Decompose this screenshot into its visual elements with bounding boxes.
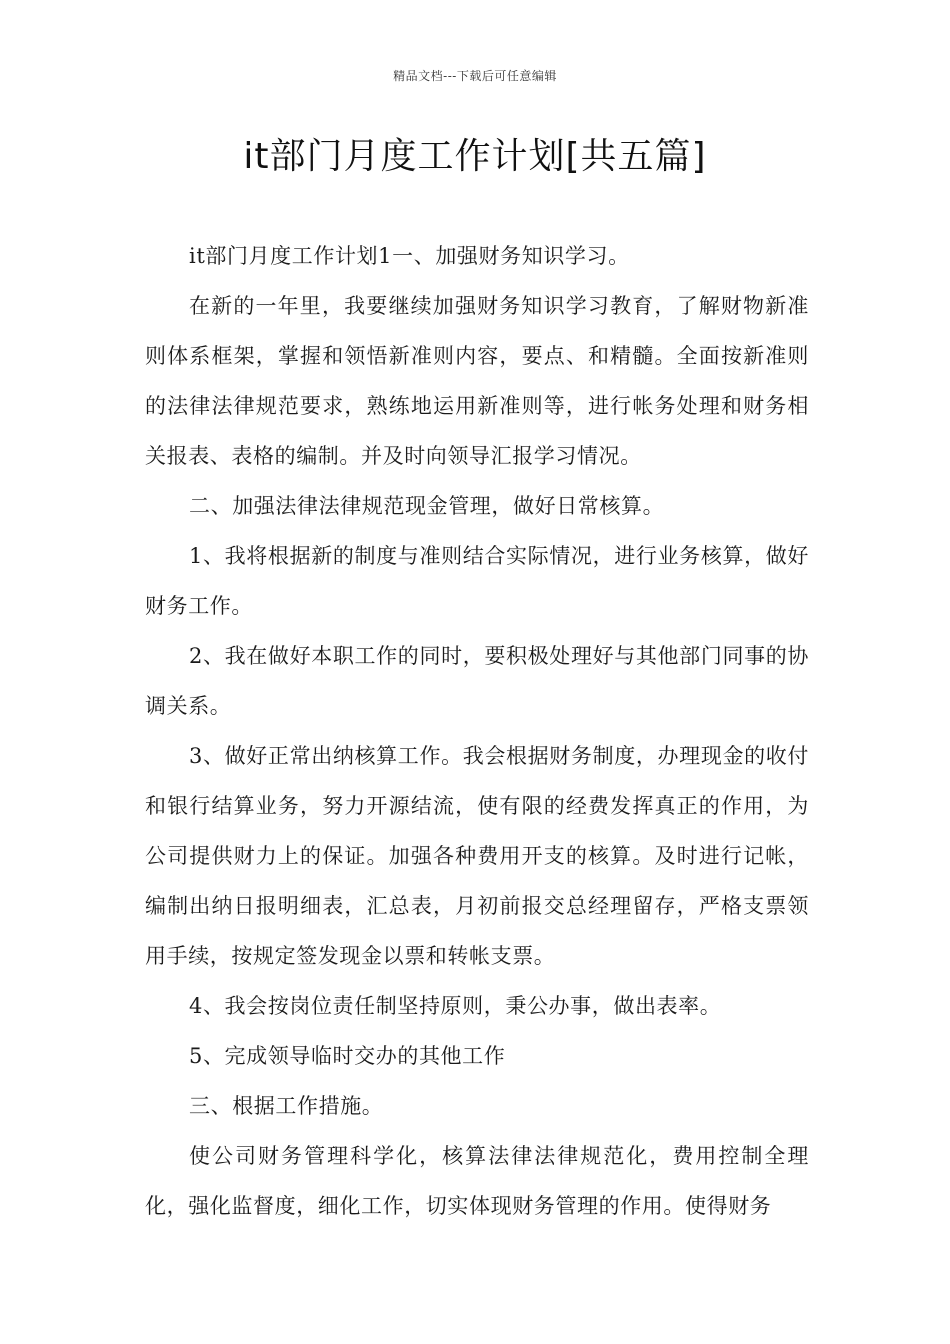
paragraph-study-plan: 在新的一年里，我要继续加强财务知识学习教育，了解财物新准则体系框架，掌握和领悟新准则内容，要点、和精髓。全面按新准则的法律法律规范要求，熟练地运用新准则等，进行帐务处理和财务相关报表、表格的编制。并及时向领导汇报学习情况。: [145, 294, 809, 468]
document-body: [145, 231, 809, 1231]
paragraph-item-2: 2、我在做好本职工作的同时，要积极处理好与其他部门同事的协调关系。: [145, 644, 809, 718]
paragraph-item-1: 1、我将根据新的制度与准则结合实际情况，进行业务核算，做好财务工作。: [145, 544, 809, 618]
document-title: it部门月度工作计划[共五篇]: [243, 136, 707, 177]
paragraph-item-4: 4、我会按岗位责任制坚持原则，秉公办事，做出表率。: [189, 994, 722, 1018]
paragraph-item-5: 5、完成领导临时交办的其他工作: [189, 1044, 506, 1068]
paragraph-section-three-heading: 三、根据工作措施。: [189, 1094, 384, 1118]
paragraph-section-two-heading: 二、加强法律法律规范现金管理，做好日常核算。: [189, 494, 665, 518]
paragraph-item-3: 3、做好正常出纳核算工作。我会根据财务制度，办理现金的收付和银行结算业务，努力开源结流，使有限的经费发挥真正的作用，为公司提供财力上的保证。加强各种费用开支的核算。及时进行记帐，编制出纳日报明细表，汇总表，月初前报交总经理留存，严格支票领用手续，按规定签发现金以票和转帐支票。: [145, 744, 809, 968]
paragraph-management-goal: 使公司财务管理科学化，核算法律法律规范化，费用控制全理化，强化监督度，细化工作，切实体现财务管理的作用。使得财务: [145, 1144, 809, 1218]
header-note: 精品文档---下载后可任意编辑: [393, 69, 557, 83]
paragraph-intro: it部门月度工作计划1一、加强财务知识学习。: [189, 244, 630, 268]
